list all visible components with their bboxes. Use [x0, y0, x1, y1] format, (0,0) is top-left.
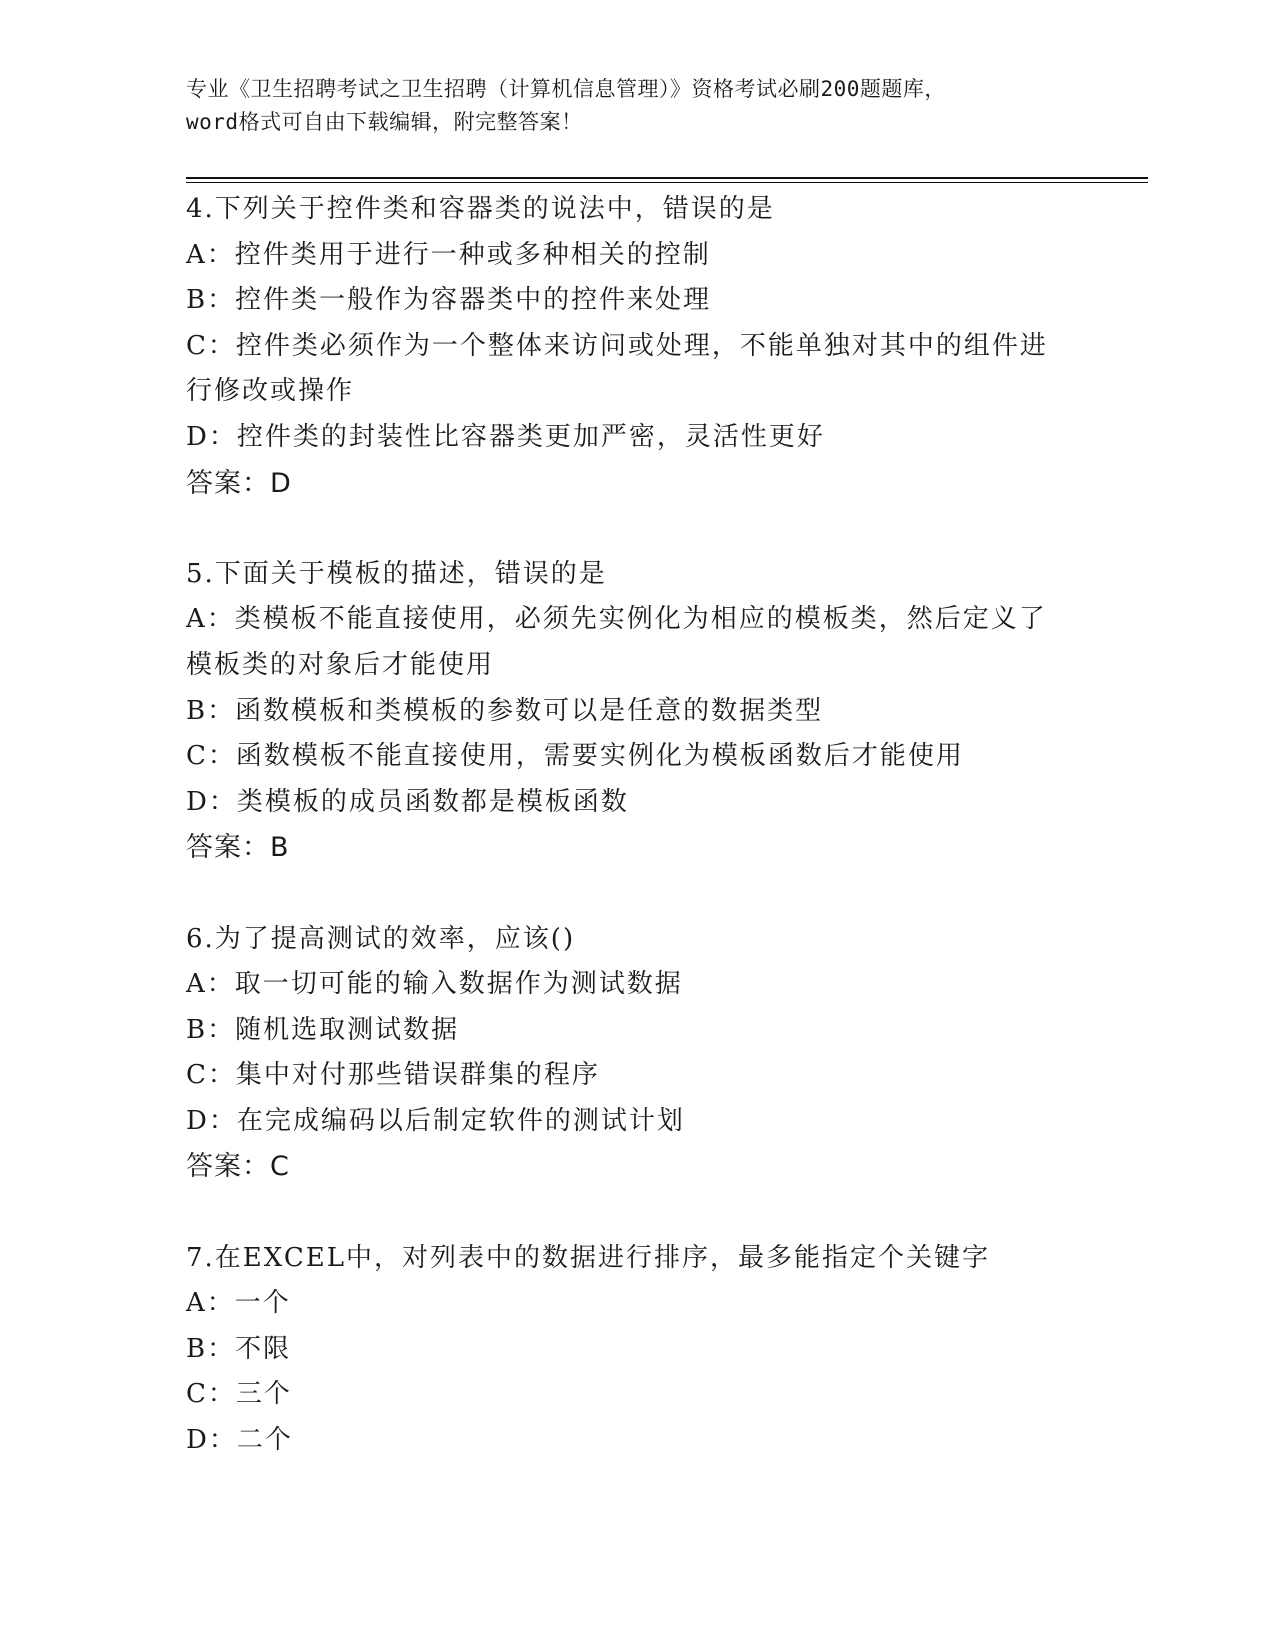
question-stem: 6.为了提高测试的效率，应该()	[186, 923, 576, 954]
option-a: A：一个	[186, 1288, 291, 1319]
answer: 答案：B	[186, 832, 290, 864]
option-a: A：类模板不能直接使用，必须先实例化为相应的模板类，然后定义了模板类的对象后才能使用	[186, 604, 1047, 680]
question-4	[186, 187, 1066, 506]
option-b: B：随机选取测试数据	[186, 1014, 460, 1045]
document-header	[186, 73, 1086, 139]
option-b: B：控件类一般作为容器类中的控件来处理	[186, 285, 712, 316]
question-list	[186, 187, 1066, 1509]
option-a: A：控件类用于进行一种或多种相关的控制	[186, 239, 711, 270]
answer: 答案：C	[186, 1151, 290, 1183]
header-divider-thick	[186, 177, 1148, 179]
option-d: D：在完成编码以后制定软件的测试计划	[186, 1105, 685, 1136]
option-c: C：集中对付那些错误群集的程序	[186, 1060, 600, 1091]
option-c: C：控件类必须作为一个整体来访问或处理，不能单独对其中的组件进行修改或操作	[186, 330, 1048, 407]
question-stem: 4.下列关于控件类和容器类的说法中，错误的是	[186, 194, 775, 224]
answer: 答案：D	[186, 467, 292, 499]
option-c: C：函数模板不能直接使用，需要实例化为模板函数后才能使用	[186, 741, 964, 772]
header-divider-thin	[186, 182, 1148, 183]
question-7	[186, 1236, 1066, 1464]
question-stem: 7.在EXCEL中，对列表中的数据进行排序，最多能指定个关键字	[186, 1242, 990, 1273]
option-a: A：取一切可能的输入数据作为测试数据	[186, 969, 683, 1000]
option-c: C：三个	[186, 1379, 292, 1410]
header-line-1: 专业《卫生招聘考试之卫生招聘（计算机信息管理）》资格考试必刷200题题库，	[186, 77, 946, 101]
question-5	[186, 552, 1066, 871]
option-d: D：控件类的封装性比容器类更加严密，灵活性更好	[186, 421, 825, 452]
option-b: B：函数模板和类模板的参数可以是任意的数据类型	[186, 695, 824, 726]
question-6	[186, 917, 1066, 1191]
header-line-2: word格式可自由下载编辑，附完整答案！	[186, 110, 583, 134]
question-stem: 5.下面关于模板的描述，错误的是	[186, 558, 607, 589]
option-d: D：类模板的成员函数都是模板函数	[186, 786, 629, 817]
option-b: B：不限	[186, 1333, 292, 1364]
option-d: D：二个	[186, 1425, 293, 1456]
